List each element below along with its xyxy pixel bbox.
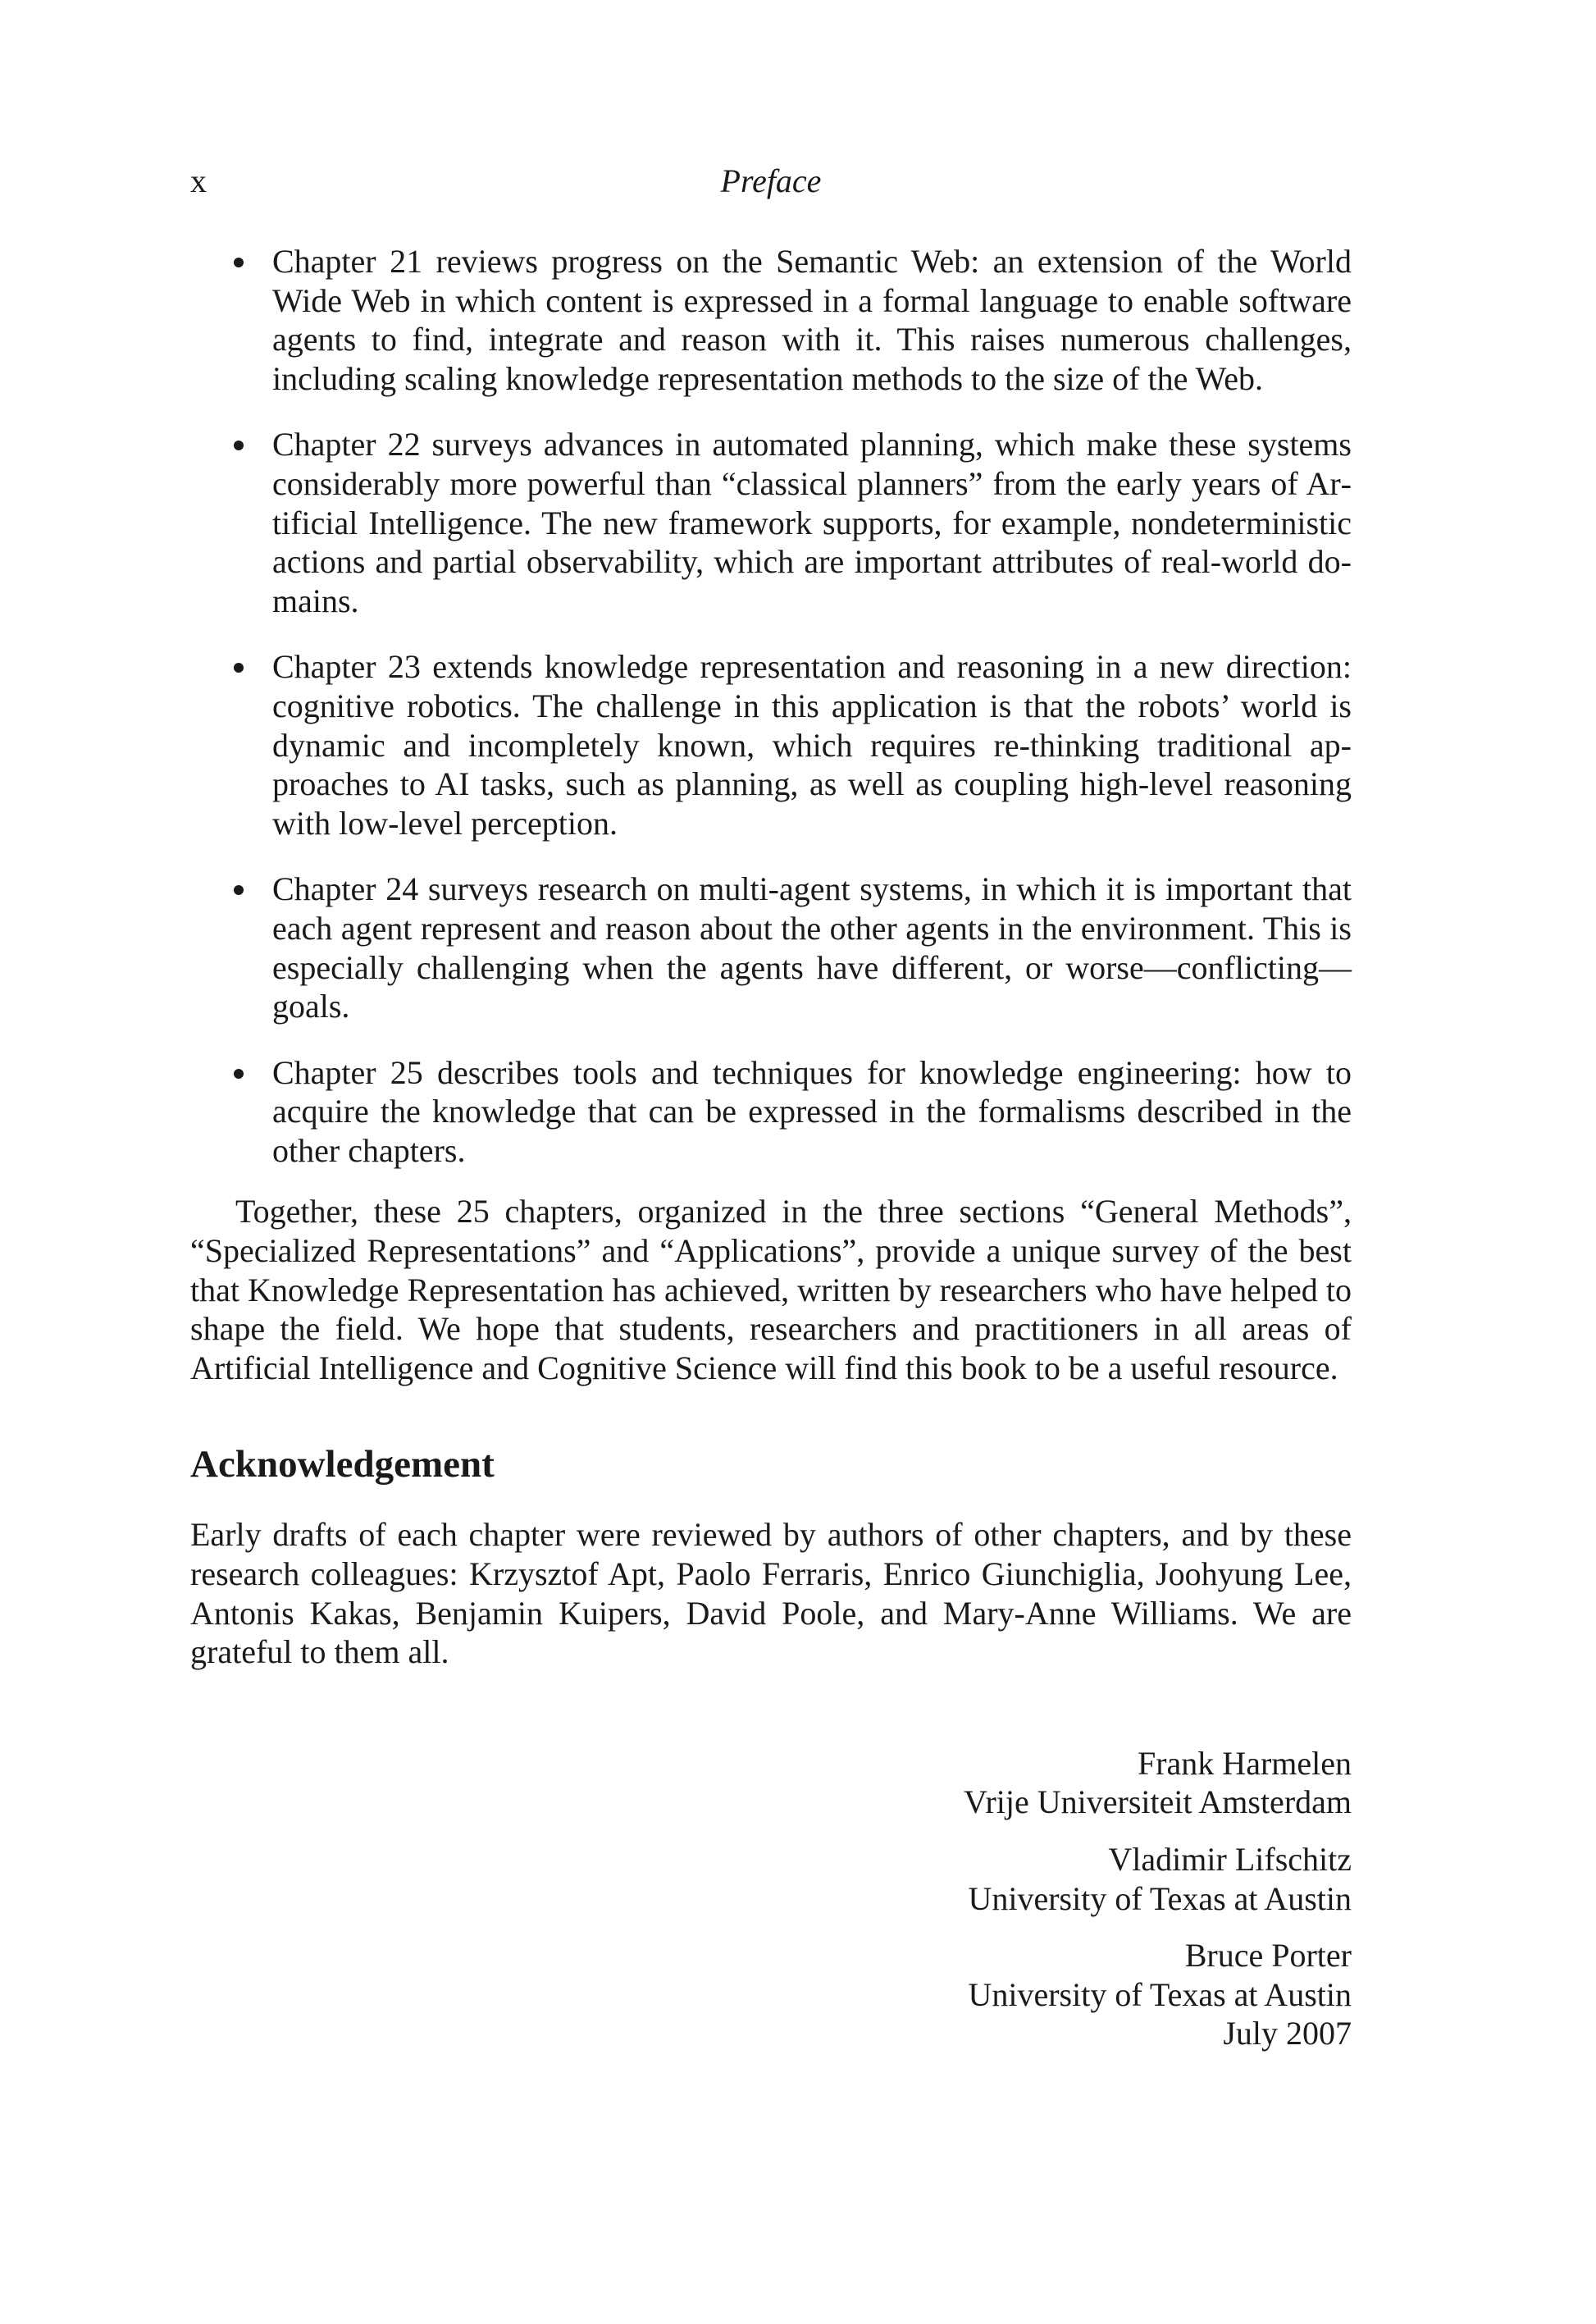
preface-date: July 2007: [1223, 2015, 1352, 2052]
signature-name: Vladimir Lifschitz: [1108, 1841, 1352, 1878]
signature-name: Frank Harmelen: [1137, 1744, 1352, 1782]
chapter-23-text: Chapter 23 extends knowledge representation and reasoning in a new direction: cognitive robotics. The challenge in this application is that the robots’ world is dynamic and incompletely known, which requires re-thinking traditional approaches to AI tasks, such as planning, as well as coupling high-level reasoning with low-level perception.: [272, 648, 1352, 842]
signature-affiliation: Vrije Universiteit Amsterdam: [963, 1783, 1352, 1821]
bullet-icon: [234, 1069, 244, 1079]
chapter-24-text: Chapter 24 surveys research on multi-agent systems, in which it is important that each agent represent and reason about the other agents in the environment. This is especially challenging when the agents have different, or worse—conflicting—goals.: [272, 870, 1352, 1025]
bullet-icon: [234, 441, 244, 450]
chapter-25-item: [190, 1053, 1352, 1171]
signature-block: [190, 1744, 1352, 2053]
bullet-icon: [234, 258, 244, 267]
bullet-icon: [234, 885, 244, 895]
chapter-22-item: [190, 425, 1352, 620]
main-content: [190, 242, 1352, 2071]
chapter-list: [190, 242, 1352, 1170]
signature-affiliation: University of Texas at Austin: [968, 1975, 1352, 2013]
bullet-icon: [234, 663, 244, 673]
signature-harmelen: [190, 1744, 1352, 1822]
signature-porter: [190, 1936, 1352, 2053]
summary-paragraph: Together, these 25 chapters, organized in the three sections “General Methods”, “Specialized Representations” and “Applications”, provide a unique survey of the best that Knowledge Representation has achieved, written by researchers who have helped to shape the field. We hope that students, researchers and practitioners in all areas of Artificial Intelligence and Cognitive Science will find this book to be a useful resource.: [190, 1193, 1352, 1386]
chapter-21-text: Chapter 21 reviews progress on the Semantic Web: an extension of the World Wide Web in which content is expressed in a formal language to enable software agents to find, integrate and reason with it. This raises numerous challenges, including scaling knowledge representation methods to the size of the Web.: [272, 243, 1352, 397]
running-header: [190, 161, 1352, 202]
acknowledgement-body: Early drafts of each chapter were reviewed by authors of other chapters, and by these research colleagues: Krzysztof Apt, Paolo Ferraris, Enrico Giunchiglia, Joohyung Lee, Antonis Kakas, Benjamin Kuipers, David Poole, and Mary-Anne Williams. We are grateful to them all.: [190, 1516, 1352, 1671]
chapter-22-text: Chapter 22 surveys advances in automated planning, which make these systems considerably more powerful than “classical planners” from the early years of Artificial Intelligence. The new framework supports, for example, nondeterministic actions and partial observability, which are important attributes of real-world domains.: [272, 426, 1352, 619]
signature-name: Bruce Porter: [1184, 1937, 1352, 1975]
chapter-24-item: [190, 870, 1352, 1025]
signature-lifschitz: [190, 1840, 1352, 1918]
signature-affiliation: University of Texas at Austin: [968, 1879, 1352, 1917]
page-number: x: [190, 162, 207, 199]
chapter-25-text: Chapter 25 describes tools and techniques for knowledge engineering: how to acquire the knowledge that can be expressed in the formalisms described in the other chapters.: [272, 1053, 1352, 1169]
chapter-23-item: [190, 647, 1352, 842]
acknowledgement-heading: Acknowledgement: [190, 1443, 495, 1486]
running-title: Preface: [720, 162, 822, 199]
chapter-21-item: [190, 242, 1352, 398]
